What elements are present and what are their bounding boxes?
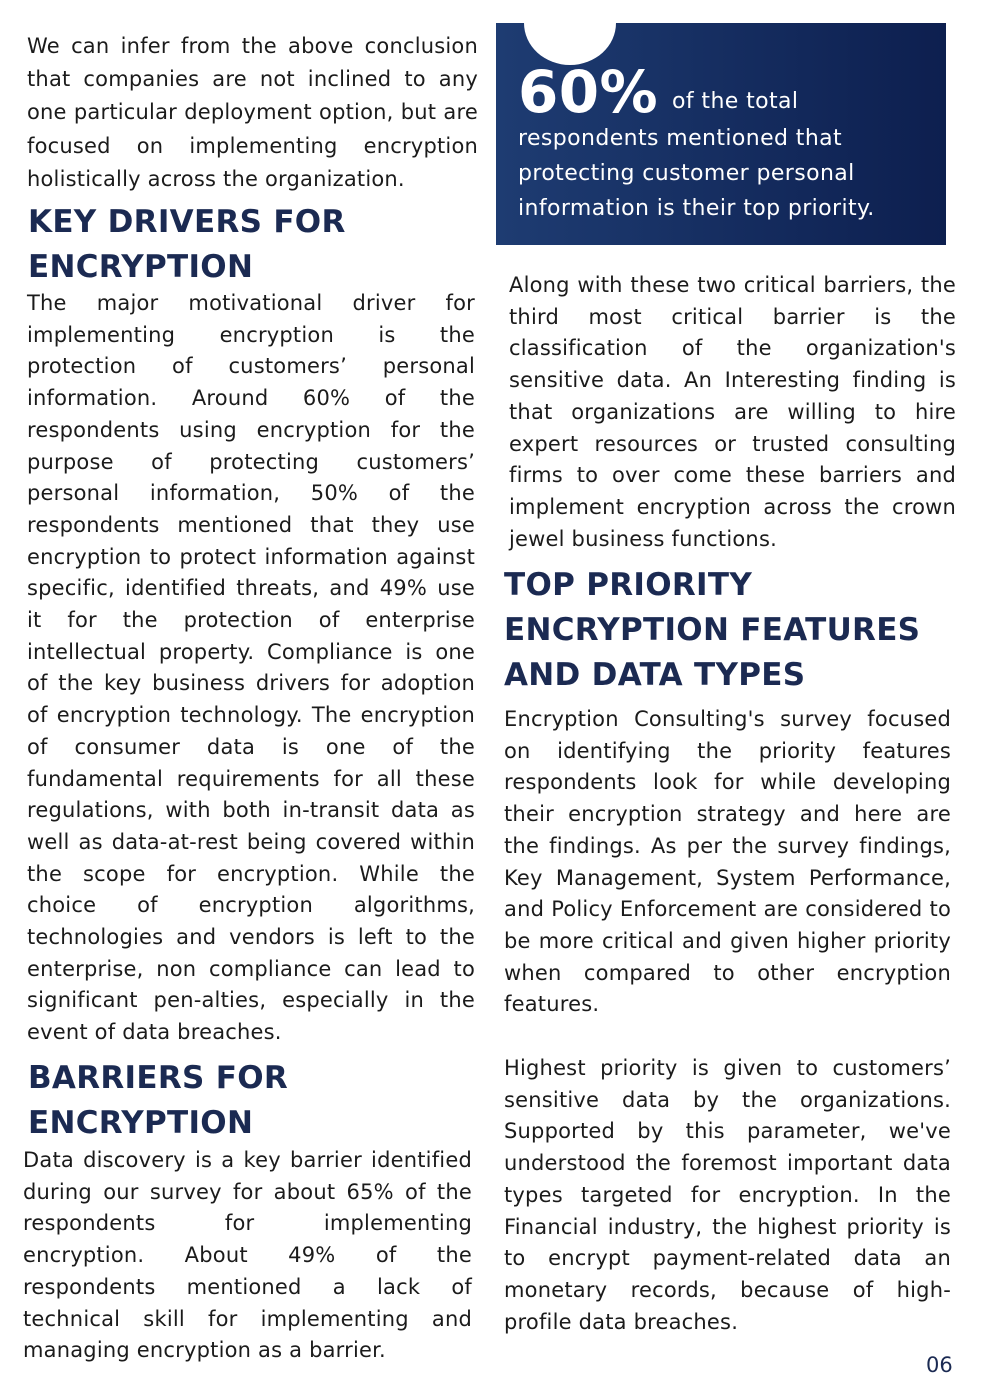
stat-callout-box (496, 23, 946, 245)
stat-callout-text (518, 58, 938, 226)
stat-number: 60% (518, 58, 659, 126)
top-priority-heading: TOP PRIORITY ENCRYPTION FEATURES AND DATA TYPES (504, 567, 921, 693)
barriers-heading: BARRIERS FOR ENCRYPTION (28, 1060, 289, 1141)
intro-paragraph: We can infer from the above conclusion that companies are not inclined to any one particular deployment option, but are focused on implementing encryption holistically across the organization. (27, 34, 478, 191)
features-paragraph: Encryption Consulting's survey focused on identifying the priority features respondents look for while developing their encryption strategy and here are the findings. As per the survey findings, Key Management, System Performance, and Policy Enforcement are considered to be more critical and given higher priority when compared to other encryption features. (504, 707, 951, 1017)
key-drivers-heading: KEY DRIVERS FOR ENCRYPTION (28, 204, 346, 285)
barriers-paragraph: Data discovery is a key barrier identified during our survey for about 65% of the respondents for implementing encryption. About 49% of the respondents mentioned a lack of technical skill for implementing and managing encryption as a barrier. (23, 1148, 472, 1363)
stat-description: of the total respondents mentioned that protecting customer personal information is their top priority. (518, 89, 875, 221)
key-drivers-paragraph: The major motivational driver for implementing encryption is the protection of customers’ personal information. Around 60% of the respondents using encryption for the purpose of protecting customers’ personal information, 50% of the respondents mentioned that they use encryption to protect information against specific, identified threats, and 49% use it for the protection of enterprise intellectual property. Compliance is one of the key business drivers for adoption of encryption technology. The encryption of consumer data is one of the fundamental requirements for all these regulations, with both in-transit data as well as data-at-rest being covered within the scope for encryption. While the choice of encryption algorithms, technologies and vendors is left to the enterprise, non compliance can lead to significant pen-alties, especially in the event of data breaches. (27, 291, 475, 1045)
barriers-continued-paragraph: Along with these two critical barriers, the third most critical barrier is the classification of the organization's sensitive data. An Interesting finding is that organizations are willing to hire expert resources or trusted consulting firms to over come these barriers and implement encryption across the crown jewel business functions. (509, 273, 956, 551)
data-types-paragraph: Highest priority is given to customers’ sensitive data by the organizations. Supported by this parameter, we've understood the foremost important data types targeted for encryption. In the Financial industry, the highest priority is to encrypt payment-related data an monetary records, because of high-profile data breaches. (504, 1056, 951, 1334)
page-number: 06 (926, 1353, 953, 1377)
